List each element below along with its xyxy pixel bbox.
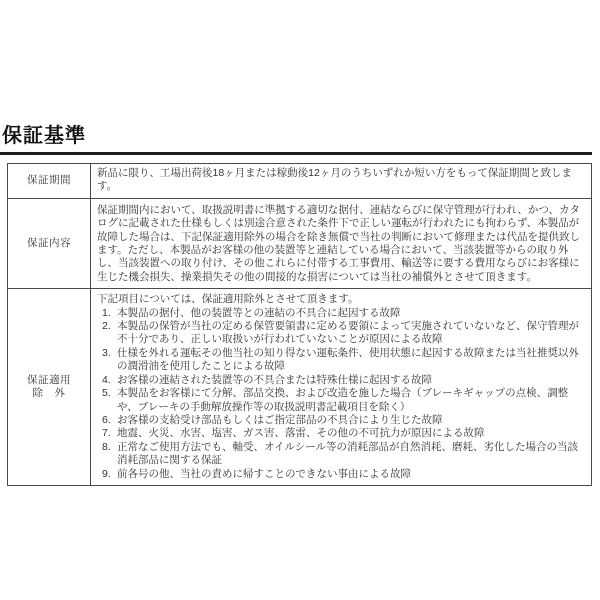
page-title: 保証基準 [2, 125, 86, 147]
exclusion-list-item [97, 307, 585, 320]
exclusion-list-item [97, 441, 585, 468]
exclusion-item-number: 1. [102, 306, 111, 319]
warranty-period-text: 新品に限り、工場出荷後18ヶ月または稼動後12ヶ月のうちいずれか短い方をもって保証期間と致します。 [91, 164, 592, 199]
exclusion-list-item [97, 374, 585, 387]
title-underline-rule [0, 152, 592, 155]
exclusion-item-number: 3. [102, 346, 111, 359]
row-label-warranty-period: 保証期間 [8, 164, 91, 199]
exclusion-item-text: 正常なご使用方法でも、軸受、オイルシール等の消耗部品が自然消耗、磨耗、劣化した場合の当該消耗部品に関する保証 [117, 440, 579, 467]
exclusion-list-item [97, 320, 585, 347]
table-row-warranty-exclusions [8, 289, 592, 486]
exclusion-item-text: 本製品の保管が当社の定める保管要領書に定める要領によって実施されていないなど、保守管理が不十分であり、正しい取扱いが行われていないことが原因による故障 [117, 320, 579, 346]
exclusion-item-text: 前各号の他、当社の責めに帰すことのできない事由による故障 [117, 467, 411, 480]
exclusion-list-item [97, 387, 585, 414]
exclusion-list-item [97, 347, 585, 374]
exclusion-item-number: 6. [102, 413, 111, 426]
warranty-content-text: 保証期間内において、取扱説明書に準拠する適切な据付、連結ならびに保守管理が行われ、かつ、カタログに記載された仕様もしくは別途合意された条件下で正しい運転が行われたにも拘わらず、本製品が故障した場合は、下記保証適用除外の場合を除き無償で当社の判断において修理または代品を提供致します。ただし、本製品がお客様の他の装置等と連結している場合において、当該装置等からの取り外し、当該装置への取り付け、その他これらに付帯する工事費用、輸送等に要する費用ならびにお客様に生じた機会損失、操業損失その他の間接的な損害については当社の補償外とさせて頂きます。 [91, 198, 592, 288]
exclusion-item-number: 9. [102, 467, 111, 480]
exclusion-label-line2: 除 外 [32, 387, 66, 400]
exclusion-item-number: 4. [102, 373, 111, 386]
row-label-warranty-exclusions [8, 289, 91, 486]
exclusion-item-text: 地震、火災、水害、塩害、ガス害、落雷、その他の不可抗力が原因による故障 [117, 427, 485, 440]
exclusion-item-number: 2. [102, 320, 111, 333]
table-row-warranty-period [8, 164, 592, 199]
table-row-warranty-content [8, 198, 592, 288]
exclusion-item-text: 本製品をお客様にて分解、部品交換、および改造を施した場合（ブレーキギャップの点検、調整や、ブレーキの手動解放操作等の取扱説明書記載項目を除く） [117, 387, 569, 413]
exclusion-list-item [97, 427, 585, 440]
exclusion-list-item [97, 468, 585, 481]
warranty-exclusions-cell [91, 289, 592, 486]
row-label-warranty-content: 保証内容 [8, 198, 91, 288]
exclusion-item-text: 仕様を外れる運転その他当社の知り得ない運転条件、使用状態に起因する故障または当社推奨以外の潤滑油を使用したことによる故障 [117, 346, 579, 373]
warranty-standards-table [7, 163, 592, 486]
exclusion-item-text: お客様の連結された装置等の不具合または特殊仕様に起因する故障 [117, 373, 432, 386]
exclusion-item-text: 本製品の据付、他の装置等との連結の不具合に起因する故障 [117, 306, 401, 319]
exclusion-item-number: 7. [102, 427, 111, 440]
exclusion-item-number: 5. [102, 387, 111, 400]
exclusion-label-line1: 保証適用 [27, 373, 71, 386]
exclusion-item-number: 8. [102, 440, 111, 453]
exclusion-item-text: お客様の支給受け部品もしくはご指定部品の不具合により生じた故障 [117, 413, 443, 426]
exclusion-intro-text: 下記項目については、保証適用除外とさせて頂きます。 [97, 293, 359, 306]
exclusion-list-item [97, 414, 585, 427]
